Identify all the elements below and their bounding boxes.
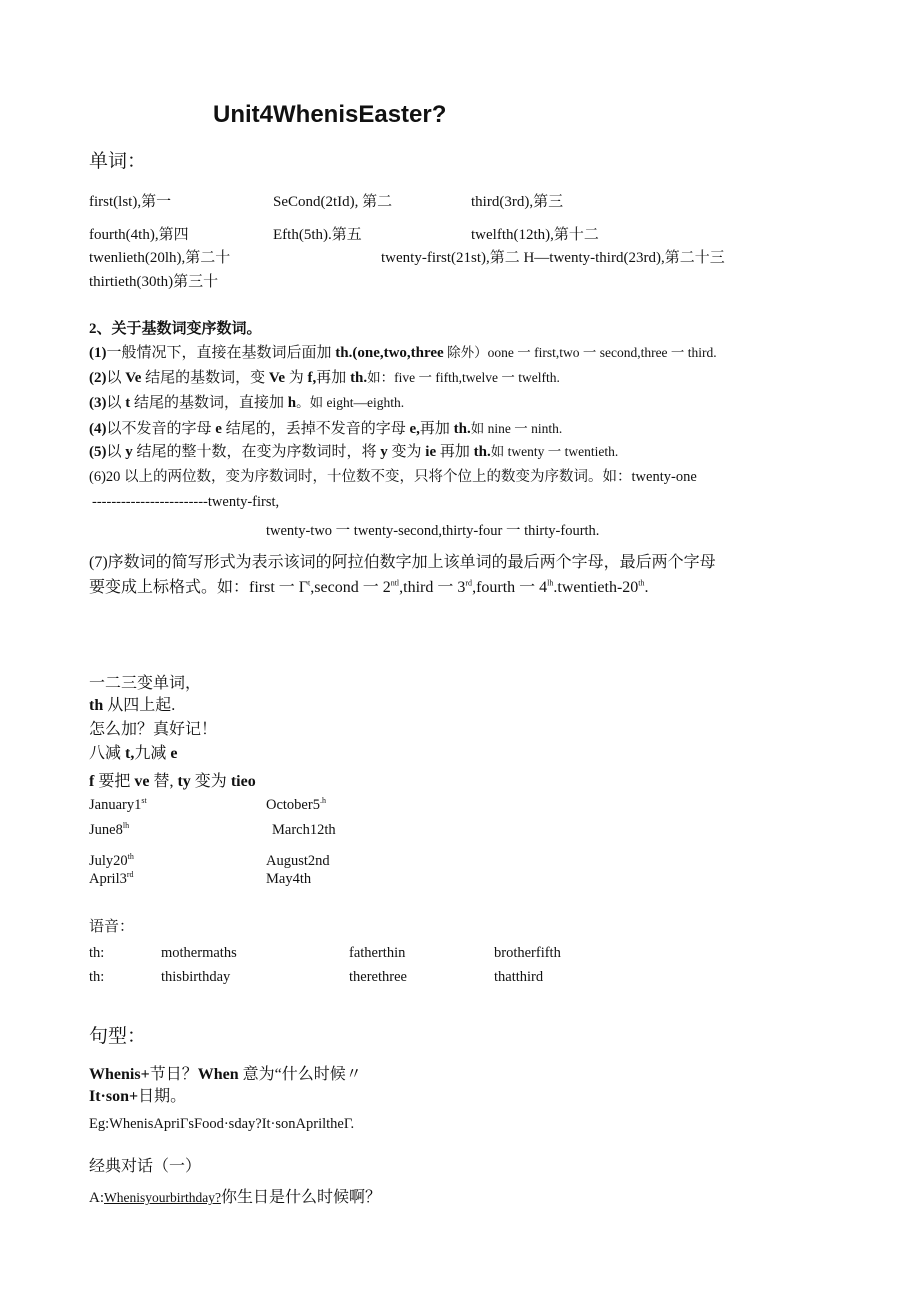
rule-text: 如 nine 一 ninth. bbox=[470, 421, 563, 436]
date-text: October5 bbox=[266, 797, 320, 813]
dialogue-question: Whenisyourbirthday? bbox=[104, 1190, 221, 1205]
vocab-item: third(3rd),第三 bbox=[471, 194, 564, 210]
vocab-item: twelfth(12th),第十二 bbox=[471, 227, 599, 243]
rule-text: 以 bbox=[106, 444, 126, 460]
rule-emphasis: th. bbox=[453, 421, 471, 437]
pattern-text: 节日？ bbox=[149, 1066, 198, 1083]
phonics-cell: thatthird bbox=[494, 969, 544, 985]
date-item bbox=[89, 872, 134, 887]
pattern-text: 意为“什么时候〃 bbox=[238, 1066, 362, 1083]
rhyme-emphasis: ve bbox=[134, 773, 150, 790]
rule-text: 结尾的，丢掉不发音的字母 bbox=[221, 421, 410, 437]
superscript: rd bbox=[126, 870, 134, 880]
superscript: th bbox=[638, 578, 645, 588]
date-item bbox=[89, 854, 134, 869]
rule-emphasis: e bbox=[215, 421, 222, 437]
rule-1 bbox=[89, 346, 717, 361]
date-text: August2nd bbox=[266, 853, 330, 869]
phonics-heading: 语音： bbox=[89, 919, 135, 935]
vocab-item: fourth(4th),第四 bbox=[89, 227, 189, 243]
rule-number: (1) bbox=[89, 345, 107, 361]
rhyme-text: 要把 bbox=[94, 773, 135, 790]
date-text: July20 bbox=[89, 853, 128, 869]
rule-number: (5) bbox=[89, 444, 107, 460]
rule-7: (7)序数词的简写形式为表示该词的阿拉伯数字加上该单词的最后两个字母，最后两个字母 bbox=[89, 554, 716, 571]
rule-emphasis: Ve bbox=[125, 370, 142, 386]
superscript: lh bbox=[122, 821, 130, 831]
rhyme-line bbox=[89, 746, 177, 762]
page-title: Unit4WhenisEaster? bbox=[213, 101, 447, 128]
patterns-heading: 句型： bbox=[89, 1026, 147, 1047]
pattern-emphasis: When bbox=[197, 1066, 239, 1083]
date-text: March12th bbox=[272, 822, 336, 838]
superscript: t bbox=[308, 578, 311, 588]
rule-text: 要变成上标格式。如：first 一 Γ bbox=[89, 579, 309, 596]
superscript: lh bbox=[547, 578, 554, 588]
vocab-item: thirtieth(30th)第三十 bbox=[89, 274, 219, 290]
rhyme-text: 从四上起. bbox=[103, 697, 176, 714]
rule-6-cont: ------------------------twenty-first, bbox=[92, 494, 280, 510]
phonics-cell: th: bbox=[89, 969, 105, 985]
rule-text: 如 twenty 一 twentieth. bbox=[490, 444, 619, 459]
dialogue-line bbox=[89, 1190, 381, 1206]
superscript: rd bbox=[465, 578, 473, 588]
vocab-item: first(lst),第一 bbox=[89, 194, 172, 210]
rule-emphasis: h bbox=[287, 395, 297, 411]
rhyme-emphasis: t, bbox=[125, 745, 135, 762]
rule-text: 再加 bbox=[316, 370, 351, 386]
rule-text: 结尾的基数词，变 bbox=[141, 370, 269, 386]
rhyme-text: 八减 bbox=[89, 745, 126, 762]
rule-6: (6)20 以上的两位数，变为序数词时，十位数不变，只将个位上的数变为序数词。如：twenty-one bbox=[89, 469, 697, 485]
vocab-item: Efth(5th).第五 bbox=[273, 227, 362, 243]
rule-2 bbox=[89, 371, 560, 386]
phonics-cell: th: bbox=[89, 945, 105, 961]
rule-3 bbox=[89, 396, 404, 411]
phonics-cell: mothermaths bbox=[161, 945, 237, 961]
phonics-cell: thisbirthday bbox=[161, 969, 231, 985]
rule-text: ,third 一 3 bbox=[399, 579, 466, 596]
superscript: ntl bbox=[390, 578, 400, 588]
rule-text: 如：five 一 fifth,twelve 一 twelfth. bbox=[367, 370, 560, 385]
rhyme-line: 一二三变单词， bbox=[89, 675, 202, 692]
rule-text: .twentieth-20 bbox=[553, 579, 639, 596]
rule-emphasis: y bbox=[125, 444, 133, 460]
rules-heading-text: 2、关于基数词变序数词。 bbox=[89, 321, 262, 337]
rhyme-text: 变为 bbox=[190, 773, 231, 790]
rule-text: 以 bbox=[106, 395, 126, 411]
rules-heading bbox=[89, 322, 262, 337]
pattern-emphasis: Whenis+ bbox=[89, 1066, 150, 1083]
dialogue-heading: 经典对话（一） bbox=[89, 1158, 202, 1175]
rule-5 bbox=[89, 445, 618, 460]
rule-emphasis: f, bbox=[307, 370, 317, 386]
date-text: January1 bbox=[89, 797, 142, 813]
pattern-example: Eg:WhenisApriΓsFood·sday?It·sonApriltheΓ. bbox=[89, 1116, 355, 1132]
rule-text: . bbox=[644, 579, 649, 596]
rhyme-emphasis: tieo bbox=[230, 773, 256, 790]
date-item bbox=[89, 798, 147, 813]
pattern-line bbox=[89, 1089, 186, 1105]
rule-emphasis: th.(one,two,three bbox=[335, 345, 444, 361]
date-text: May4th bbox=[266, 871, 312, 887]
rule-text: 结尾的整十数，在变为序数词时，将 bbox=[132, 444, 381, 460]
rule-7-cont bbox=[89, 580, 649, 596]
date-item bbox=[89, 823, 129, 838]
rhyme-line bbox=[89, 698, 175, 714]
rule-text: 再加 bbox=[436, 444, 474, 460]
vocab-item: twenlieth(20lh),第二十 bbox=[89, 250, 231, 266]
rule-emphasis: t bbox=[125, 395, 131, 411]
rule-text: 以不发音的字母 bbox=[106, 421, 216, 437]
rhyme-text: 九减 bbox=[134, 745, 171, 762]
vocab-heading: 单词： bbox=[89, 151, 147, 172]
rule-text: 再加 bbox=[419, 421, 454, 437]
phonics-cell: brotherfifth bbox=[494, 945, 561, 961]
rule-text: ,fourth 一 4 bbox=[472, 579, 548, 596]
date-text: June8 bbox=[89, 822, 123, 838]
pattern-line bbox=[89, 1067, 362, 1083]
rule-number: (4) bbox=[89, 421, 107, 437]
rule-text: 结尾的基数词，直接加 bbox=[130, 395, 288, 411]
rule-number: (3) bbox=[89, 395, 107, 411]
date-item bbox=[272, 823, 336, 838]
vocab-item: SeCond(2tId), 第二 bbox=[273, 194, 393, 210]
rule-text: 除外）oone 一 first,two 一 second,three 一 third. bbox=[443, 345, 717, 360]
phonics-cell: fatherthin bbox=[349, 945, 406, 961]
rhyme-emphasis: th bbox=[89, 697, 104, 714]
rhyme-line: 怎么加？真好记！ bbox=[89, 721, 218, 738]
pattern-text: 日期。 bbox=[138, 1088, 187, 1105]
superscript: th bbox=[127, 852, 134, 862]
date-item bbox=[266, 798, 326, 813]
date-item bbox=[266, 854, 330, 869]
rule-emphasis: Ve bbox=[268, 370, 286, 386]
vocab-item: twenty-first(21st),第二 H—twenty-third(23rd),第二十三 bbox=[381, 250, 725, 266]
rhyme-emphasis: f bbox=[89, 773, 95, 790]
rule-6-cont: twenty-two 一 twenty-second,thirty-four 一 thirty-fourth. bbox=[266, 523, 600, 539]
rule-number: (2) bbox=[89, 370, 107, 386]
rule-text: 以 bbox=[106, 370, 126, 386]
date-item bbox=[266, 872, 311, 887]
rule-4 bbox=[89, 422, 562, 437]
rule-text: ,second 一 2 bbox=[310, 579, 391, 596]
rhyme-line bbox=[89, 774, 256, 790]
speaker-label: A: bbox=[89, 1190, 104, 1206]
rule-text: 一般情况下，直接在基数词后面加 bbox=[106, 345, 336, 361]
rhyme-emphasis: ty bbox=[177, 773, 191, 790]
rule-emphasis: y bbox=[380, 444, 388, 460]
pattern-emphasis: It·son+ bbox=[89, 1088, 139, 1105]
rule-emphasis: th. bbox=[473, 444, 491, 460]
rhyme-emphasis: e bbox=[170, 745, 178, 762]
dialogue-translation: 你生日是什么时候啊？ bbox=[220, 1189, 381, 1206]
rule-emphasis: th. bbox=[350, 370, 368, 386]
rule-text: 。如 eight—eighth. bbox=[296, 395, 405, 410]
rule-text: 变为 bbox=[387, 444, 426, 460]
rule-text: 为 bbox=[285, 370, 308, 386]
rule-emphasis: ie bbox=[425, 444, 437, 460]
superscript: .h bbox=[319, 796, 326, 806]
phonics-cell: therethree bbox=[349, 969, 407, 985]
superscript: st bbox=[141, 796, 147, 806]
rhyme-text: 替, bbox=[149, 773, 178, 790]
date-text: April3 bbox=[89, 871, 127, 887]
rule-emphasis: e, bbox=[409, 421, 420, 437]
